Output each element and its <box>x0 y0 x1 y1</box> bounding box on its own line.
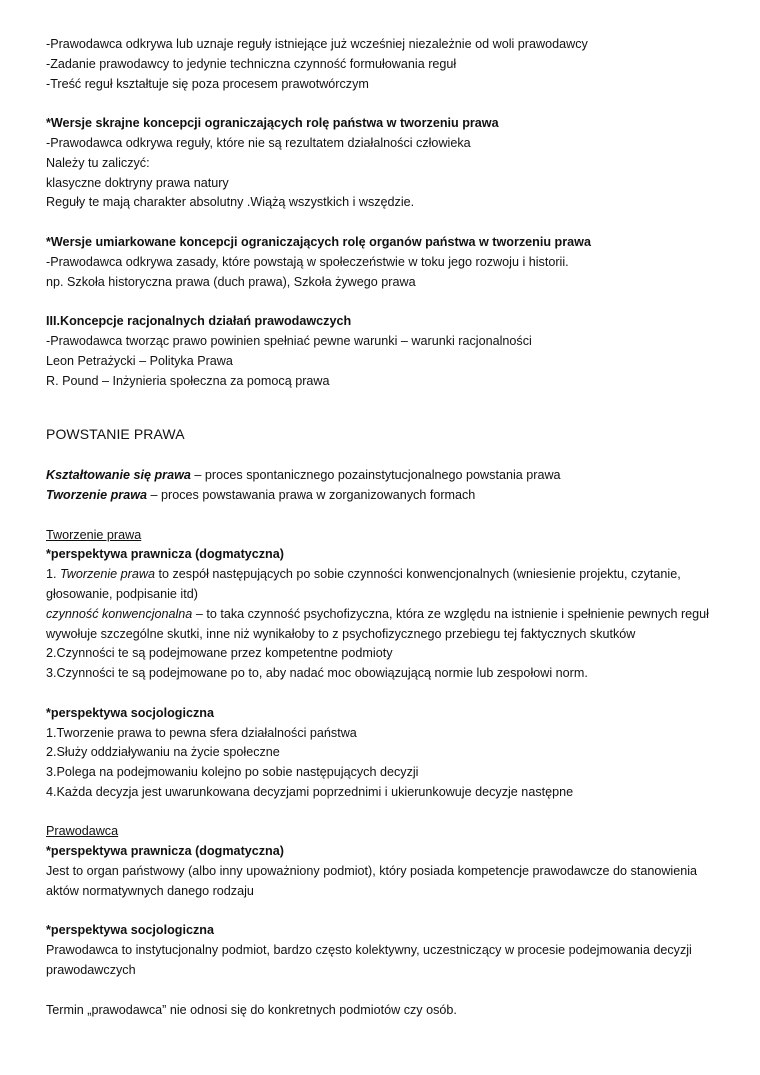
tworzenie-item-3: 3.Czynności te są podejmowane po to, aby nadać moc obowiązującą normie lub zespołowi norm. <box>46 666 588 681</box>
rational-line-1: -Prawodawca tworząc prawo powinien spełniać pewne warunki – warunki racjonalności <box>46 333 532 348</box>
extreme-heading: *Wersje skrajne koncepcji ograniczających rolę państwa w tworzeniu prawa <box>46 116 499 131</box>
definition-2-term: Tworzenie prawa <box>46 487 148 502</box>
rational-line-3: R. Pound – Inżynieria społeczna za pomocą prawa <box>46 373 330 388</box>
extreme-line-2: Należy tu zaliczyć: <box>46 155 150 170</box>
tworzenie-item-2: 2.Czynności te są podejmowane przez kompetentne podmioty <box>46 646 393 661</box>
tworzenie-item-1 <box>46 565 726 605</box>
intro-line-3: -Treść reguł kształtuje się poza procesem prawotwórczym <box>46 76 369 91</box>
tworzenie-item-1-prefix: 1. <box>46 567 61 582</box>
tworzenie-socio-heading: *perspektywa socjologiczna <box>46 705 214 720</box>
prawodawca-socio-heading: *perspektywa socjologiczna <box>46 923 214 938</box>
conventional-act-definition <box>46 605 726 645</box>
moderate-heading: *Wersje umiarkowane koncepcji ograniczających rolę organów państwa w tworzeniu prawa <box>46 234 591 249</box>
extreme-line-1: -Prawodawca odkrywa reguły, które nie są rezultatem działalności człowieka <box>46 135 471 150</box>
tworzenie-socio-line-1: 1.Tworzenie prawa to pewna sfera działalności państwa <box>46 725 357 740</box>
definition-1-term: Kształtowanie się prawa <box>46 468 191 483</box>
prawodawca-dogmatic-text: Jest to organ państwowy (albo inny upoważniony podmiot), który posiada kompetencje prawodawcze do stanowienia aktów normatywnych danego rodzaju <box>46 864 698 898</box>
tworzenie-dogmatic-heading: *perspektywa prawnicza (dogmatyczna) <box>46 547 284 562</box>
moderate-line-2: np. Szkoła historyczna prawa (duch prawa), Szkoła żywego prawa <box>46 274 416 289</box>
intro-line-2: -Zadanie prawodawcy to jedynie techniczna czynność formułowania reguł <box>46 56 457 71</box>
tworzenie-socio-line-3: 3.Polega na podejmowaniu kolejno po sobie następujących decyzji <box>46 765 419 780</box>
tworzenie-socio-line-2: 2.Służy oddziaływaniu na życie społeczne <box>46 745 280 760</box>
document-page <box>46 35 726 1020</box>
conventional-act-term: czynność konwencjonalna <box>46 606 193 621</box>
definition-2-text: – proces powstawania prawa w zorganizowanych formach <box>147 487 476 502</box>
prawodawca-socio-text: Prawodawca to instytucjonalny podmiot, bardzo często kolektywny, uczestniczący w procesie podejmowania decyzji prawodawczych <box>46 943 692 978</box>
prawodawca-dogmatic-heading: *perspektywa prawnicza (dogmatyczna) <box>46 844 284 859</box>
tworzenie-item-1-text: to zespół następujących po sobie czynności konwencjonalnych (wniesienie projektu, czytanie, głosowanie, podpisanie itd) <box>46 567 681 601</box>
tworzenie-socio-line-4: 4.Każda decyzja jest uwarunkowana decyzjami poprzednimi i ukierunkowuje decyzje następne <box>46 784 574 799</box>
termin-note: Termin „prawodawca” nie odnosi się do konkretnych podmiotów czy osób. <box>46 1002 457 1017</box>
tworzenie-subtitle: Tworzenie prawa <box>46 527 142 542</box>
conventional-act-text: – to taka czynność psychofizyczna, która ze względu na istnienie i spełnienie pewnych reguł wywołuje szczególne skutki, inne niż wynikałoby to z psychofizycznego przebiegu tej faktycznych skutków <box>46 606 709 641</box>
intro-line-1: -Prawodawca odkrywa lub uznaje reguły istniejące już wcześniej niezależnie od woli prawodawcy <box>46 37 588 51</box>
extreme-line-4: Reguły te mają charakter absolutny .Wiążą wszystkich i wszędzie. <box>46 195 415 210</box>
moderate-line-1: -Prawodawca odkrywa zasady, które powstają w społeczeństwie w toku jego rozwoju i historii. <box>46 254 569 269</box>
rational-line-2: Leon Petrażycki – Polityka Prawa <box>46 353 233 368</box>
tworzenie-item-1-term: Tworzenie prawa <box>60 567 155 582</box>
powstanie-title: POWSTANIE PRAWA <box>46 426 185 443</box>
definition-2 <box>46 486 726 506</box>
rational-heading: III.Koncepcje racjonalnych działań prawodawczych <box>46 314 352 329</box>
extreme-line-3: klasyczne doktryny prawa natury <box>46 175 229 190</box>
definition-1-text: – proces spontanicznego pozainstytucjonalnego powstania prawa <box>190 468 561 483</box>
prawodawca-subtitle: Prawodawca <box>46 824 119 839</box>
definition-1 <box>46 466 726 486</box>
